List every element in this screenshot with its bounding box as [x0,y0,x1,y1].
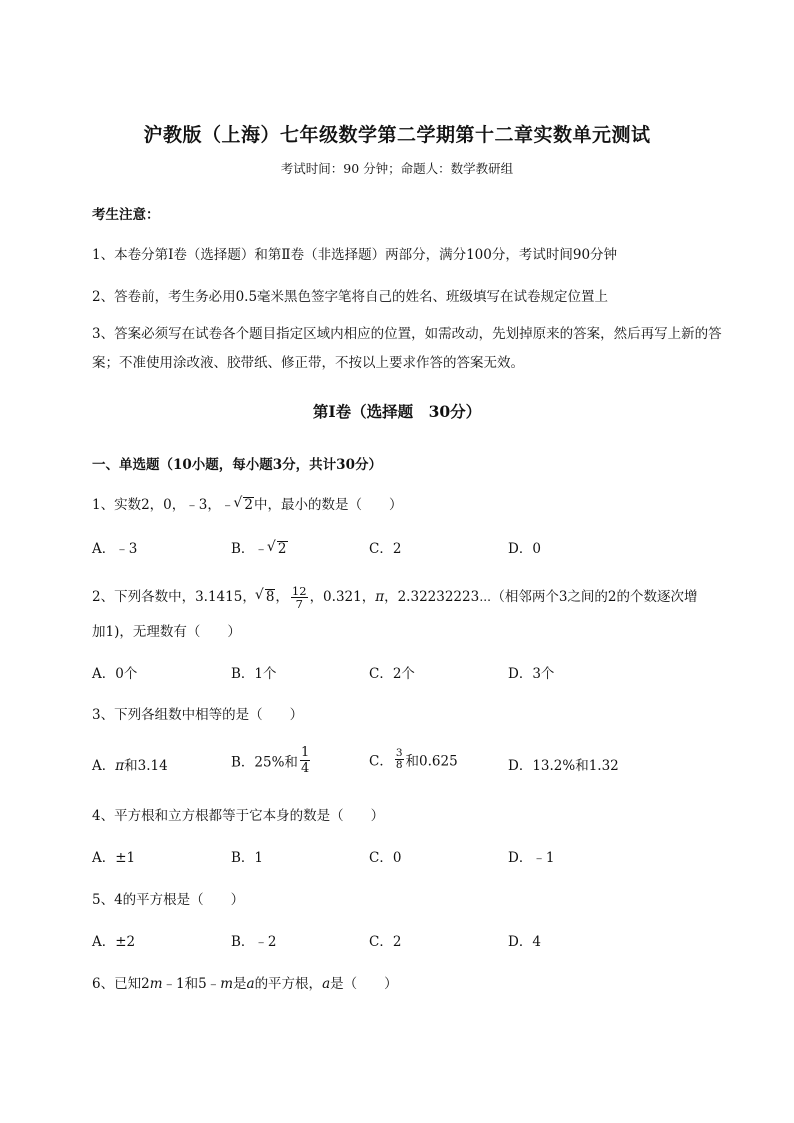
q1-option-c[interactable]: C．2 [369,541,402,557]
q2-option-b[interactable]: B．1个 [231,666,277,682]
notice-item-1: 1、本卷分第Ⅰ卷（选择题）和第Ⅱ卷（非选择题）两部分，满分100分，考试时间90分钟 [92,247,618,263]
question-2-line-2: 加1)，无理数有（ ） [92,624,241,640]
sqrt-symbol [256,589,276,605]
q2-radicand: 8 [265,589,275,605]
q3-option-c-text: 和0.625 [405,753,458,770]
q3-option-c[interactable] [369,748,458,771]
notice-item-2: 2、答卷前，考生务必用0.5毫米黑色签字笔将自己的姓名、班级填写在试卷规定位置上 [92,289,609,305]
q3-option-b-fraction [300,745,310,776]
q1-radicand: 2 [244,497,253,513]
q1-option-b-radicand: 2 [277,541,287,557]
q3-option-b-den: 4 [300,761,310,776]
q6-var-m: m [149,976,163,992]
section-title: 第Ⅰ卷（选择题 30分） [312,402,482,421]
q3-option-b[interactable] [231,745,312,776]
q2-text-post: ，2.32232223⋯（相邻两个3之间的2的个数逐次增 [384,589,698,605]
q2-fraction [291,585,308,610]
question-1 [92,493,402,513]
q5-option-b[interactable]: B．﹣2 [231,934,277,950]
q4-option-a[interactable]: A．±1 [92,850,136,866]
q6-part-2: ﹣1和5﹣ [162,976,221,992]
q2-text-pre: 2、下列各数中，3.1415， [92,589,256,605]
q2-option-d[interactable]: D．3个 [508,666,555,682]
q4-option-b[interactable]: B．1 [231,850,264,866]
page-title: 沪教版（上海）七年级数学第二学期第十二章实数单元测试 [143,124,651,146]
q2-text-mid: ，0.321， [309,589,376,605]
q3-option-a-label: A． [92,758,116,774]
q6-part-1: 6、已知2 [92,976,150,992]
q1-text-post: 中，最小的数是（ ） [253,497,403,513]
q2-sep: ， [275,589,289,605]
q4-option-c[interactable]: C．0 [369,850,402,866]
q6-var-m: m [220,976,233,992]
q6-var-a: a [322,976,331,992]
q1-option-d[interactable]: D．0 [508,541,541,557]
q1-option-a[interactable]: A．﹣3 [92,541,138,557]
sqrt-symbol [268,541,288,557]
q6-var-a: a [246,976,255,992]
notice-heading: 考生注意： [92,207,160,223]
question-2 [92,585,698,610]
question-4: 4、平方根和立方根都等于它本身的数是（ ） [92,808,385,824]
q1-option-b-label: B．﹣ [231,541,268,557]
q3-option-c-fraction [395,748,404,771]
q4-option-d[interactable]: D．﹣1 [508,850,555,866]
q5-option-d[interactable]: D．4 [508,934,541,950]
q3-option-c-den: 8 [395,759,403,771]
q3-option-c-num: 3 [395,747,403,759]
question-5: 5、4的平方根是（ ） [92,892,245,908]
q3-option-b-label: B．25%和 [231,754,298,771]
q1-option-b[interactable] [231,537,288,557]
q5-option-c[interactable]: C．2 [369,934,402,950]
q3-option-b-num: 1 [300,745,310,760]
q5-option-a[interactable]: A．±2 [92,934,136,950]
notice-item-3: 3、答案必须写在试卷各个题目指定区域内相应的位置，如需改动，先划掉原来的答案，然后再写上新的答案；不准使用涂改液、胶带纸、修正带，不按以上要求作答的答案无效。 [92,326,722,371]
q6-part-3: 是 [233,976,247,992]
part-heading: 一、单选题（10小题，每小题3分，共计30分） [92,457,382,473]
q2-frac-den: 7 [295,597,303,611]
q2-option-a[interactable]: A．0个 [92,666,138,682]
q2-frac-num: 12 [291,584,307,598]
q3-option-d[interactable]: D．13.2%和1.32 [508,758,619,774]
q1-text-pre: 1、实数2，0，﹣3，﹣ [92,497,235,513]
q3-option-a[interactable] [92,754,168,774]
q3-option-a-pi: π [115,758,125,774]
q6-part-5: 是（ ） [330,976,398,992]
q3-option-a-text: 和3.14 [124,758,168,774]
q2-pi: π [375,589,385,605]
q3-option-c-label: C． [369,753,393,770]
question-6 [92,972,398,992]
q6-part-4: 的平方根， [254,976,323,992]
question-3: 3、下列各组数中相等的是（ ） [92,707,304,723]
q2-option-c[interactable]: C．2个 [369,666,415,682]
exam-info: 考试时间：90 分钟；命题人：数学教研组 [280,161,514,176]
sqrt-symbol [234,497,254,513]
